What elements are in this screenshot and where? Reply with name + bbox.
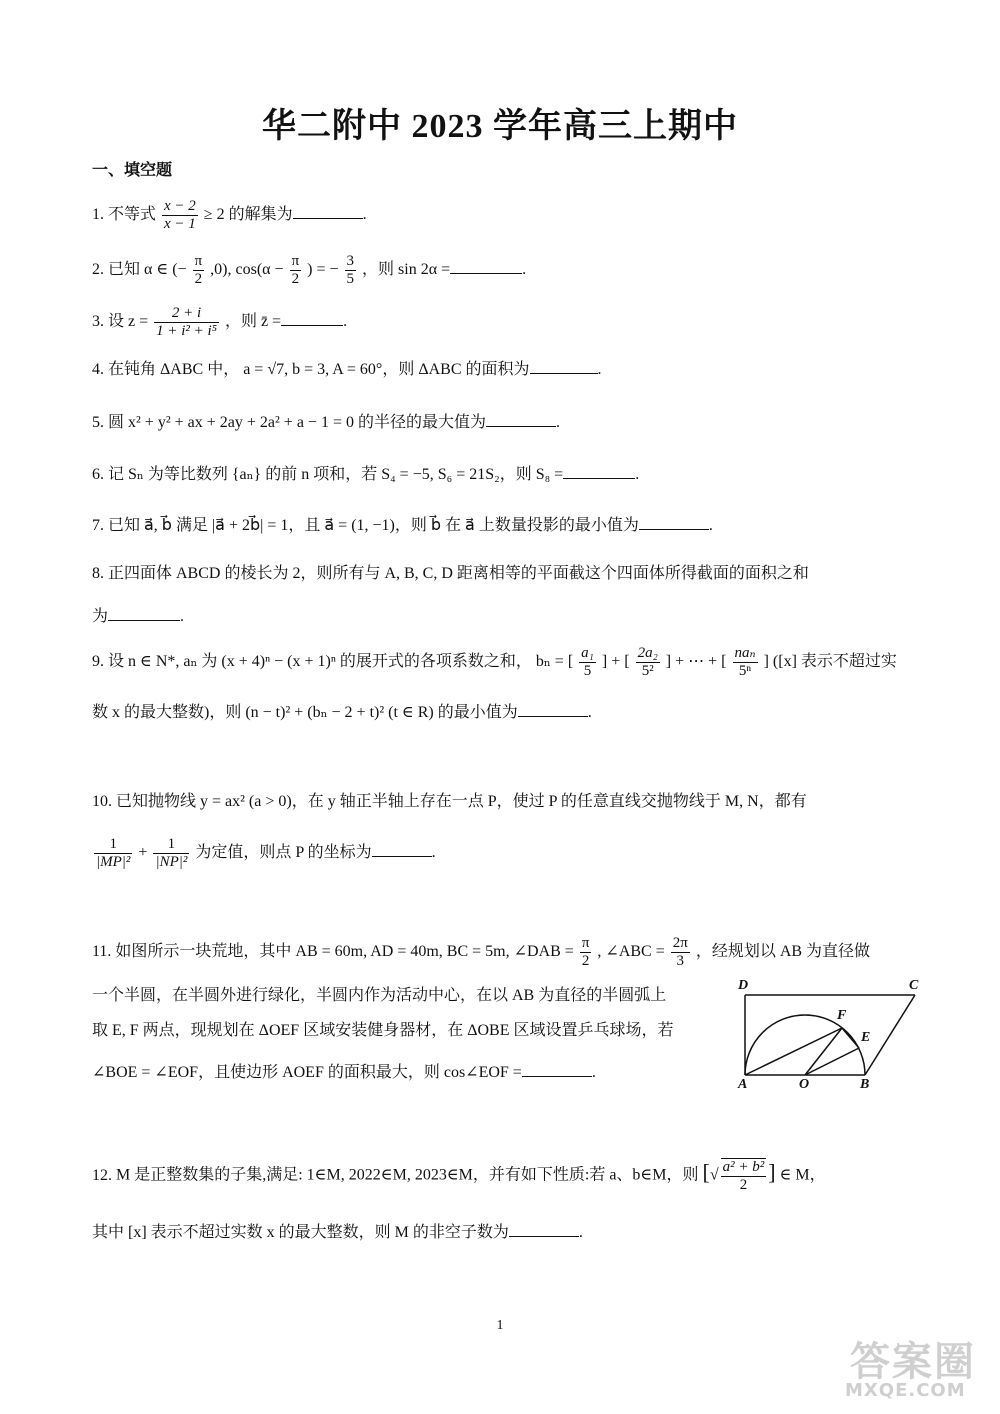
answer-blank (522, 1062, 592, 1077)
question-6: 6. 记 Sₙ 为等比数列 {aₙ} 的前 n 项和，若 S₄ = −5, S₆ = 21S₂，则 S₈ = . (92, 466, 640, 483)
answer-blank (372, 842, 432, 857)
question-8-cont: 为 . (92, 608, 185, 625)
watermark-url: MXQE.COM (845, 1380, 966, 1401)
question-4: 4. 在钝角 ΔABC 中， a = √7, b = 3, A = 60°，则 ΔABC 的面积为 . (92, 361, 602, 378)
question-2: 2. 已知 α ∈ (− $\frac{\pi}{2}$ ,0), cos(α − $\frac{\pi}{2}$ ) = − $\frac{3}{5}$ ，则 sin 2α = . (92, 253, 527, 287)
question-11: 11. 如图所示一块荒地，其中 AB = 60m, AD = 40m, BC = 5m, ∠DAB = $\frac{\pi}{2}$ , ∠ABC = $\frac{2\pi}{3}$ ，经规划以 AB 为直径做 (92, 935, 871, 969)
answer-blank (509, 1222, 579, 1237)
section-heading: 一、填空题 (92, 162, 173, 179)
answer-blank (563, 464, 635, 479)
question-12: 12. M 是正整数集的子集,满足: 1∈M, 2022∈M, 2023∈M，并有如下性质:若 a、b∈M，则 [√ $\frac{\text{a² + b²}}{2}$ ] ∈ M， (92, 1159, 826, 1193)
question-11-line4: ∠BOE = ∠EOF，且使边形 AOEF 的面积最大，则 cos∠EOF = . (92, 1064, 596, 1081)
question-9: 9. 设 n ∈ N*, aₙ 为 (x + 4)ⁿ − (x + 1)ⁿ 的展开式的各项系数之和， bₙ = [ $\frac{\text{a₁}}{5}$ ] + [ $\frac{\text{2a₂}}{\text{5²}}$ ] + ⋯ + [ $\frac{\text{naₙ}}{\text{5ⁿ}}$ ] ([x] 表示不超过实 (92, 645, 897, 679)
fraction: $\frac{x - 2}{x - 1}$ (164, 198, 196, 232)
question-11-line3: 取 E, F 两点，现规划在 ΔOEF 区域安装健身器材，在 ΔOBE 区域设置乒乓球场，若 (92, 1022, 674, 1039)
answer-blank (108, 606, 180, 621)
label-F: F (837, 1008, 847, 1023)
question-8: 8. 正四面体 ABCD 的棱长为 2，则所有与 A, B, C, D 距离相等的平面截这个四面体所得截面的面积之和 (92, 565, 809, 582)
label-D: D (738, 978, 749, 993)
question-10: 10. 已知抛物线 y = ax² (a > 0)，在 y 轴正半轴上存在一点 P，使过 P 的任意直线交抛物线于 M, N，都有 (92, 793, 807, 810)
answer-blank (486, 412, 556, 427)
page-number: 1 (496, 1318, 504, 1333)
question-3: 3. 设 z = $\frac{2 + i}{\text{1 + i² + i⁵}}$ ，则 z̄ = . (92, 305, 348, 339)
exam-title: 华二附中 2023 学年高三上期中 (262, 108, 738, 145)
question-11-line2: 一个半圆，在半圆外进行绿化，半圆内作为活动中心，在以 AB 为直径的半圆弧上 (92, 987, 667, 1004)
label-B: B (860, 1077, 870, 1090)
watermark-logo: 答案圈 (850, 1339, 976, 1385)
question-5: 5. 圆 x² + y² + ax + 2ay + 2a² + a − 1 = 0 的半径的最大值为 . (92, 414, 560, 431)
answer-blank (450, 259, 522, 274)
answer-blank (281, 311, 343, 326)
question-9-cont: 数 x 的最大整数)，则 (n − t)² + (bₙ − 2 + t)² (t ∈ R) 的最小值为 . (92, 704, 592, 721)
label-A: A (738, 1077, 748, 1090)
answer-blank (293, 204, 363, 219)
question-10-cont: $\frac{1}{\text{|MP|²}}$ + $\frac{1}{\text{|NP|²}}$ 为定值，则点 P 的坐标为 . (96, 836, 436, 870)
answer-blank (639, 515, 709, 530)
q11-geometry-figure (735, 975, 935, 1090)
label-O: O (799, 1077, 810, 1090)
label-E: E (861, 1030, 871, 1045)
answer-blank (518, 702, 588, 717)
question-12-cont: 其中 [x] 表示不超过实数 x 的最大整数，则 M 的非空子数为 . (92, 1224, 583, 1241)
question-1: 1. 不等式 $\frac{x - 2}{x - 1}$ ≥ 2 的解集为 . (92, 198, 367, 232)
label-C: C (909, 978, 919, 993)
answer-blank (530, 359, 598, 374)
question-7: 7. 已知 a⃗, b⃗ 满足 |a⃗ + 2b⃗| = 1，且 a⃗ = (1, −1)，则 b⃗ 在 a⃗ 上数量投影的最小值为 . (92, 517, 713, 534)
